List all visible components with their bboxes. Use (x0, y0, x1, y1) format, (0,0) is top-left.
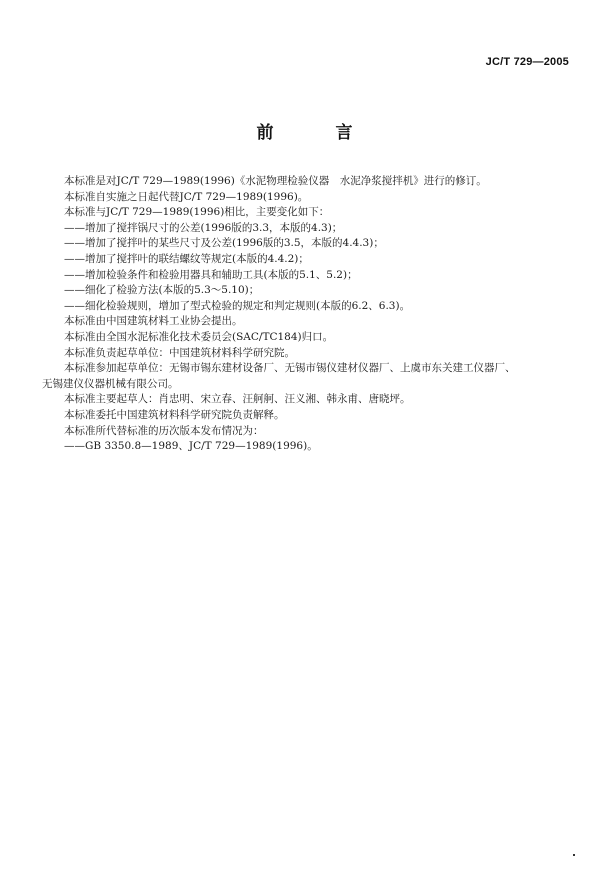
standard-code: JC/T 729—2005 (485, 56, 569, 68)
paragraph-participating-drafters-cont: 无锡建仪仪器机械有限公司。 (42, 377, 179, 390)
paragraph-previous-editions: 本标准所代替标准的历次版本发布情况为： (64, 424, 264, 437)
previous-edition-item: ——GB 3350.8—1989、JC/T 729—1989(1996)。 (64, 440, 318, 453)
change-item: ——细化检验规则，增加了型式检验的规定和判定规则(本版的6.2、6.3)。 (64, 299, 411, 312)
paragraph-revision-basis: 本标准是对JC/T 729—1989(1996)《水泥物理检验仪器 水泥净浆搅拌机》进行的修订。 (64, 175, 487, 187)
change-item: ——增加了搅拌锅尺寸的公差(1996版的3.3，本版的4.3)； (64, 221, 343, 234)
paragraph-interpretation: 本标准委托中国建筑材料科学研究院负责解释。 (64, 408, 285, 421)
change-item: ——细化了检验方法(本版的5.3～5.10)； (64, 284, 260, 297)
change-item: ——增加了搅拌叶的某些尺寸及公差(1996版的3.5，本版的4.4.3)； (64, 237, 384, 250)
change-item: ——增加检验条件和检验用器具和辅助工具(本版的5.1、5.2)； (64, 268, 358, 281)
paragraph-centralized: 本标准由全国水泥标准化技术委员会(SAC/TC184)归口。 (64, 330, 334, 343)
paragraph-participating-drafters: 本标准参加起草单位：无锡市锡东建材设备厂、无锡市锡仪建材仪器厂、上虞市东关建工仪器厂、 (64, 362, 516, 375)
paragraph-proposer: 本标准由中国建筑材料工业协会提出。 (64, 315, 243, 328)
paragraph-responsible-drafter: 本标准负责起草单位：中国建筑材料科学研究院。 (64, 346, 295, 359)
scan-mark (573, 854, 575, 856)
paragraph-replaces: 本标准自实施之日起代替JC/T 729—1989(1996)。 (64, 190, 309, 203)
foreword-body (42, 174, 582, 455)
change-item: ——增加了搅拌叶的联结螺纹等规定(本版的4.4.2)； (64, 252, 309, 265)
paragraph-main-drafters: 本标准主要起草人：肖忠明、宋立春、汪舸舸、汪义湘、韩永甫、唐晓坪。 (64, 393, 411, 406)
page-title: 前 言 (256, 123, 381, 143)
paragraph-main-changes: 本标准与JC/T 729—1989(1996)相比，主要变化如下： (64, 206, 330, 219)
